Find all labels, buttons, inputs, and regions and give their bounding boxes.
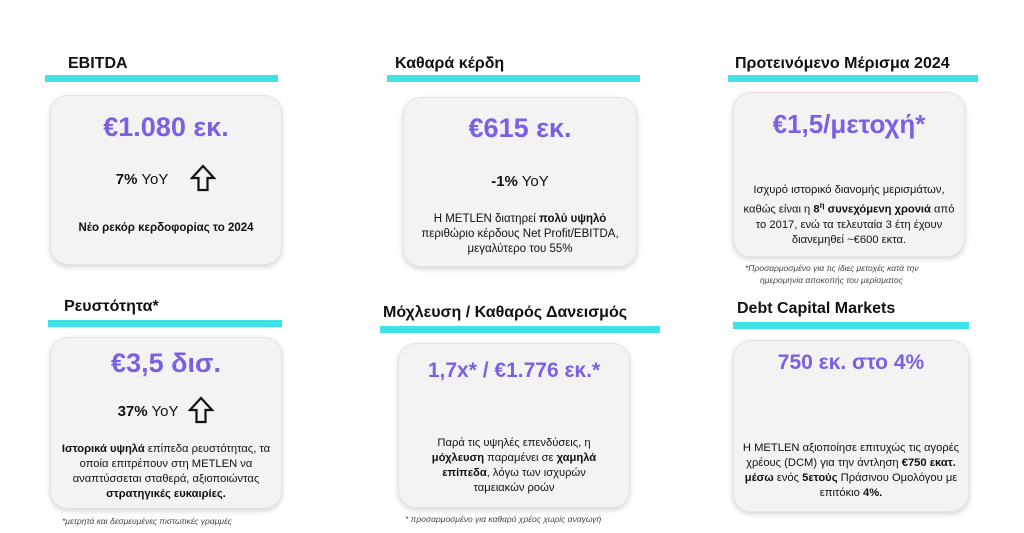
- dividend-desc-ordinal: 8: [813, 203, 820, 216]
- liquidity-yoy-pct: 37%: [117, 402, 148, 420]
- net-profit-yoy-pct: -1%: [491, 173, 518, 190]
- leverage-desc-bold1: μόχλευση: [431, 452, 485, 464]
- net-profit-title: Καθαρά κέρδη: [395, 55, 505, 72]
- liquidity-desc-bold2: στρατηγικές ευκαιρίες.: [106, 488, 226, 500]
- leverage-title: Μόχλευση / Καθαρός Δανεισμός: [383, 304, 628, 321]
- dividend-desc: [738, 183, 960, 248]
- liquidity-title: Ρευστότητα*: [64, 298, 159, 315]
- ebitda-yoy: [51, 164, 281, 196]
- dcm-desc: [738, 441, 964, 501]
- liquidity-value: €3,5 δισ.: [111, 348, 221, 378]
- dividend-value: €1,5/μετοχή*: [772, 109, 926, 139]
- leverage-desc-part1: Παρά τις υψηλές επενδύσεις, η: [437, 437, 591, 449]
- liquidity-card: [50, 337, 282, 509]
- net-profit-desc-bold: πολύ υψηλό: [539, 213, 607, 225]
- dcm-card: [733, 340, 969, 512]
- leverage-card: [398, 343, 630, 508]
- liquidity-accent-bar: [48, 320, 282, 327]
- ebitda-accent-bar: [45, 75, 278, 82]
- net-profit-value: €615 εκ.: [468, 113, 572, 143]
- net-profit-yoy: [404, 173, 636, 190]
- leverage-desc-part3: , λόγω των ισχυρών ταμειακών ροών: [473, 467, 586, 494]
- dividend-title: Προτεινόμενο Μέρισμα 2024: [735, 55, 950, 72]
- dcm-desc-bold1: €750 εκατ. μέσω: [744, 457, 956, 484]
- dcm-desc-part3: Πράσινου Ομολόγου με επιτόκιο: [819, 472, 958, 499]
- liquidity-yoy-label: YoY: [151, 402, 179, 420]
- dividend-card: [733, 92, 965, 257]
- ebitda-value: €1.080 εκ.: [103, 112, 229, 142]
- dcm-value: 750 εκ. στο 4%: [777, 351, 925, 374]
- dividend-accent-bar: [728, 75, 978, 82]
- dcm-desc-bold2: 5ετούς: [802, 472, 838, 484]
- up-arrow-icon: [190, 164, 216, 196]
- ebitda-title: EBITDA: [68, 55, 128, 72]
- net-profit-desc-part2: περιθώριο κέρδους Net Profit/EBITDA, μεγαλύτερο του 55%: [421, 228, 619, 255]
- leverage-desc-part2: παραμένει σε: [484, 452, 557, 464]
- leverage-footnote: * προσαρμοσμένο για καθαρό χρέος χωρίς αναγωγή: [405, 514, 602, 524]
- dividend-desc-part2: από το 2017, ενώ τα τελευταία 3 έτη έχουν διανεμηθεί ~€600 εκτα.: [755, 203, 955, 246]
- dcm-desc-part2: ενός: [773, 472, 803, 484]
- liquidity-desc-part1: επίπεδα ρευστότητας, τα οποία επιτρέπουν στη METLEN να αναπτύσσεται σταθερά, αξιοποιώντας: [72, 443, 271, 485]
- net-profit-accent-bar: [387, 75, 640, 82]
- leverage-desc: [417, 436, 611, 496]
- liquidity-footnote: *μετρητά και δεσμευμένες πιστωτικές γραμμές: [62, 516, 232, 526]
- leverage-accent-bar: [380, 326, 660, 333]
- liquidity-desc-bold1: Ιστορικά υψηλά: [61, 443, 145, 455]
- dividend-desc-part1: Ισχυρό ιστορικό διανομής μερισμάτων, καθώς είναι η: [743, 184, 945, 216]
- ebitda-desc: Νέο ρεκόρ κερδοφορίας το 2024: [78, 222, 254, 234]
- dcm-title: Debt Capital Markets: [737, 300, 896, 317]
- net-profit-yoy-label: YoY: [521, 173, 549, 190]
- ebitda-yoy-pct: 7%: [115, 170, 138, 188]
- up-arrow-icon: [188, 396, 214, 428]
- dcm-accent-bar: [733, 322, 969, 329]
- leverage-desc-bold2: χαμηλά επίπεδα: [442, 452, 597, 479]
- dividend-desc-bold: συνεχόμενη χρονιά: [824, 203, 931, 216]
- net-profit-card: [403, 97, 637, 267]
- liquidity-desc: [53, 442, 279, 502]
- ebitda-card: [50, 95, 282, 265]
- dcm-desc-bold3: 4%.: [862, 487, 883, 499]
- liquidity-yoy: [51, 396, 281, 428]
- dividend-desc-ordinal-suffix: η: [819, 201, 825, 210]
- leverage-value: 1,7x* / €1.776 εκ.*: [427, 359, 601, 382]
- net-profit-desc-part1: Η METLEN διατηρεί: [433, 213, 539, 225]
- dividend-footnote-line2: ημερομηνία αποκοπής του μερίσματος: [760, 275, 903, 285]
- dividend-footnote-line1: *Προσαρμοσμένο για τις ίδιες μετοχές κατά την: [745, 263, 919, 273]
- ebitda-yoy-label: YoY: [141, 170, 169, 188]
- net-profit-desc: [414, 212, 626, 257]
- dcm-desc-part1: Η METLEN αξιοποίησε επιτυχώς τις αγορές χρέους (DCM) για την άντληση: [742, 442, 960, 469]
